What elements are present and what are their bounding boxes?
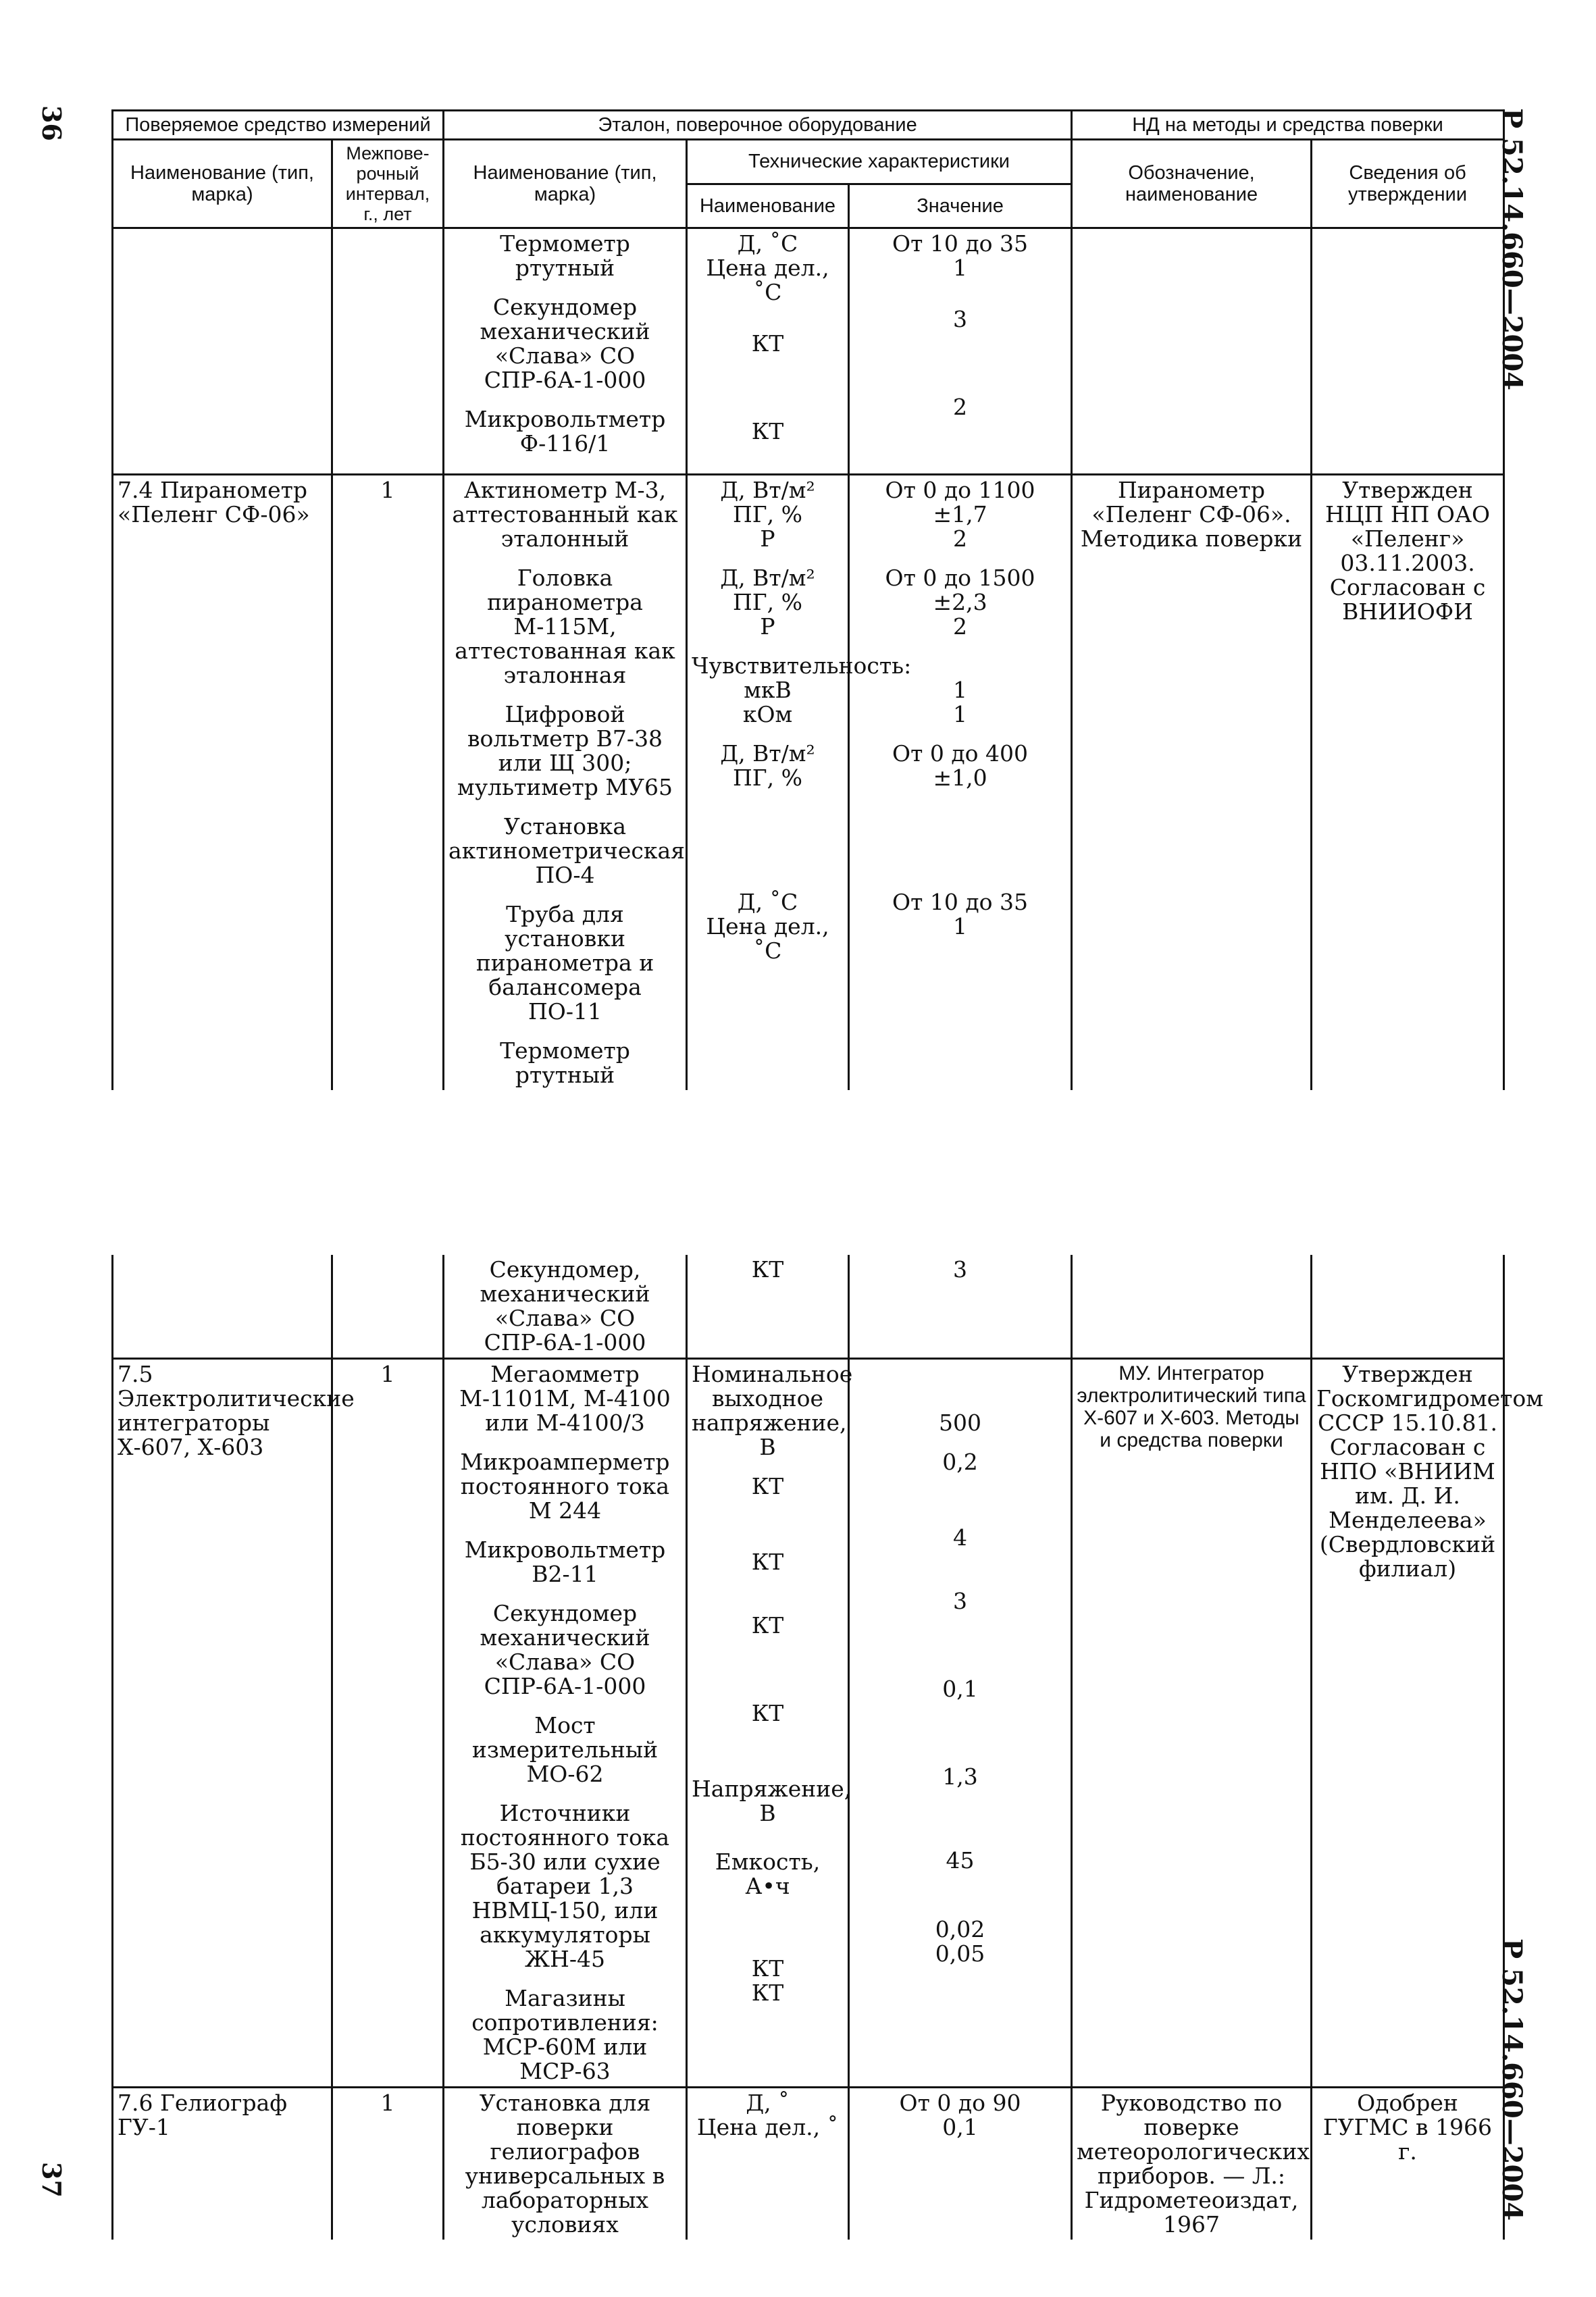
nd-approval: Утвержден Госкомгидрометом СССР 15.10.81. Согласован с НПО «ВНИИМ им. Д. И. Менделеева» (Свердловский филиал) xyxy=(1312,1359,1504,2088)
char-name: Напряжение, В xyxy=(692,1776,852,1826)
char-name: КТ xyxy=(751,1980,784,2006)
table-row-continuation xyxy=(113,1255,1504,1359)
char-name: Д, ˚С xyxy=(737,230,798,257)
char-name: КТ xyxy=(751,330,784,357)
header-group-device: Поверяемое средство измерений xyxy=(113,111,444,140)
char-name: КТ xyxy=(751,1473,784,1499)
nd-approval: Утвержден НЦП НП ОАО «Пеленг» 03.11.2003. Согласован с ВНИИОФИ xyxy=(1312,475,1504,1091)
etalon-name: Магазины сопротивления: МСР-60М или МСР-63 xyxy=(471,1985,659,2084)
char-name: КТ xyxy=(751,1612,784,1638)
table-row-continuation xyxy=(113,228,1504,475)
char-name: Цена дел., ˚С xyxy=(706,255,829,305)
header-approval: Сведения об утверждении xyxy=(1312,140,1504,228)
char-name: Р xyxy=(760,613,775,640)
char-name: КТ xyxy=(687,1255,849,1359)
char-name: мкВ xyxy=(744,677,792,703)
etalon-name: Источники постоянного тока Б5-30 или сухие батареи 1,3 НВМЦ-150, или аккумуляторы ЖН-45 xyxy=(460,1800,670,1972)
header-designation: Обозначение, наименование xyxy=(1072,140,1312,228)
device-name: 7.4 Пиранометр «Пеленг СФ-06» xyxy=(113,475,332,1091)
header-tech-char: Технические характеристики xyxy=(687,140,1072,184)
nd-designation: МУ. Интегратор электролитический типа Х-607 и Х-603. Методы и средства поверки xyxy=(1072,1359,1312,2088)
char-name: КТ xyxy=(751,418,784,444)
char-value: 3 xyxy=(953,1588,967,1614)
doc-code-bottom: Р 52.14.660—2004 xyxy=(1496,1938,1528,2221)
page-number-bottom: 37 xyxy=(36,2162,67,2198)
char-name: ПГ, % xyxy=(733,589,802,615)
etalon-name: Установка актинометрическая ПО-4 xyxy=(448,813,685,888)
char-name: ПГ, % xyxy=(733,765,802,791)
etalon-name: Мегаомметр М-1101М, М-4100 или М-4100/3 xyxy=(459,1361,671,1436)
page-number-top: 36 xyxy=(36,105,67,141)
nd-designation: Руководство по поверке метеорологических приборов. — Л.: Гидрометеоиздат, 1967 xyxy=(1072,2088,1312,2240)
char-value: 45 xyxy=(946,1847,975,1874)
char-name: Р xyxy=(760,525,775,552)
etalon-name: Мост измерительный МО-62 xyxy=(471,1712,659,1787)
char-value: 1 xyxy=(953,677,968,703)
char-value: 1 xyxy=(953,913,968,939)
char-value: 0,02 xyxy=(935,1916,985,1942)
char-value: ±1,7 xyxy=(933,501,987,527)
char-value: 0,1 xyxy=(942,2114,978,2140)
char-name: КТ xyxy=(751,1549,784,1575)
device-name: 7.5 Электролитические интеграторы Х-607, Х-603 xyxy=(113,1359,332,2088)
char-name: Цена дел., ˚ xyxy=(696,2114,839,2140)
char-name: Д, Вт/м² xyxy=(720,740,815,767)
char-name: Номинальное выходное напряжение, В xyxy=(692,1361,853,1460)
header-interval: Межпове-рочный интервал, г., лет xyxy=(332,140,444,228)
char-name: Д, ˚ xyxy=(746,2090,790,2116)
etalon-name: Микровольтметр Ф-116/1 xyxy=(464,406,666,457)
char-name: Емкость, А•ч xyxy=(715,1849,821,1899)
interval: 1 xyxy=(332,2088,444,2240)
etalon-name: Труба для установки пиранометра и балансомера ПО-11 xyxy=(475,901,654,1025)
header-char-name: Наименование xyxy=(687,184,849,228)
char-value: 1 xyxy=(953,255,968,281)
char-value: 500 xyxy=(939,1410,981,1436)
etalon-name: Секундомер механический «Слава» СО СПР-6А-1-000 xyxy=(480,294,650,393)
char-value: От 10 до 35 xyxy=(892,889,1028,915)
header-etalon-name: Наименование (тип, марка) xyxy=(444,140,687,228)
etalon-name: Микровольтметр В2-11 xyxy=(464,1537,666,1587)
interval: 1 xyxy=(332,1359,444,2088)
char-value: 0,1 xyxy=(942,1676,978,1702)
char-value: От 0 до 1500 xyxy=(885,565,1035,591)
etalon-name: Цифровой вольтметр В7-38 или Щ 300; мультиметр МУ65 xyxy=(457,701,673,800)
table-row-7-5 xyxy=(113,1359,1504,2088)
char-name: Чувствительность: xyxy=(692,652,912,679)
char-value: От 0 до 1100 xyxy=(885,477,1035,503)
etalon-name: Установка для поверки гелиографов универсальных в лабораторных условиях xyxy=(444,2088,687,2240)
char-value: От 0 до 90 xyxy=(899,2090,1021,2116)
header-char-value: Значение xyxy=(849,184,1072,228)
device-name: 7.6 Гелиограф ГУ-1 xyxy=(113,2088,332,2240)
header-device-name: Наименование (тип, марка) xyxy=(113,140,332,228)
char-name: ПГ, % xyxy=(733,501,802,527)
char-name: КТ xyxy=(751,1700,784,1726)
header-group-etalon: Эталон, поверочное оборудование xyxy=(444,111,1072,140)
char-value: ±1,0 xyxy=(933,765,987,791)
char-name: Д, ˚С xyxy=(737,889,798,915)
char-value: 1,3 xyxy=(942,1763,978,1790)
char-value: 3 xyxy=(849,1255,1072,1359)
etalon-name: Головка пиранометра М-115М, аттестованная как эталонная xyxy=(455,565,675,688)
char-value: 2 xyxy=(953,613,968,640)
table-row-7-4 xyxy=(113,475,1504,1091)
etalon-name: Термометр ртутный xyxy=(500,230,630,281)
nd-approval: Одобрен ГУГМС в 1966 г. xyxy=(1312,2088,1504,2240)
char-value: 2 xyxy=(953,394,968,420)
char-value: ±2,3 xyxy=(933,589,987,615)
char-name: Цена дел., ˚С xyxy=(706,913,829,964)
char-value: 4 xyxy=(953,1524,967,1551)
char-value: 0,05 xyxy=(935,1940,985,1967)
interval: 1 xyxy=(332,475,444,1091)
etalon-name: Термометр ртутный xyxy=(500,1037,630,1088)
etalon-name: Секундомер механический «Слава» СО СПР-6А-1-000 xyxy=(480,1600,650,1699)
char-value: От 0 до 400 xyxy=(892,740,1028,767)
nd-designation: Пиранометр «Пеленг СФ-06». Методика поверки xyxy=(1072,475,1312,1091)
header-group-nd: НД на методы и средства поверки xyxy=(1072,111,1504,140)
char-name: Д, Вт/м² xyxy=(720,565,815,591)
char-value: 3 xyxy=(953,306,968,332)
char-name: КТ xyxy=(751,1955,784,1982)
top-table xyxy=(111,109,1505,1090)
etalon-name: Актинометр М-3, аттестованный как эталонный xyxy=(452,477,678,552)
etalon-name: Микроамперметр постоянного тока М 244 xyxy=(460,1449,670,1524)
char-name: Д, Вт/м² xyxy=(720,477,815,503)
doc-code-top: Р 52.14.660—2004 xyxy=(1496,108,1528,391)
char-value: 1 xyxy=(953,701,968,727)
etalon-name: Секундомер, механический «Слава» СО СПР-6А-1-000 xyxy=(444,1255,687,1359)
char-value: 2 xyxy=(953,525,968,552)
char-value: От 10 до 35 xyxy=(892,230,1028,257)
char-name: кОм xyxy=(742,701,793,727)
table-row-7-6 xyxy=(113,2088,1504,2240)
char-value: 0,2 xyxy=(942,1449,978,1475)
